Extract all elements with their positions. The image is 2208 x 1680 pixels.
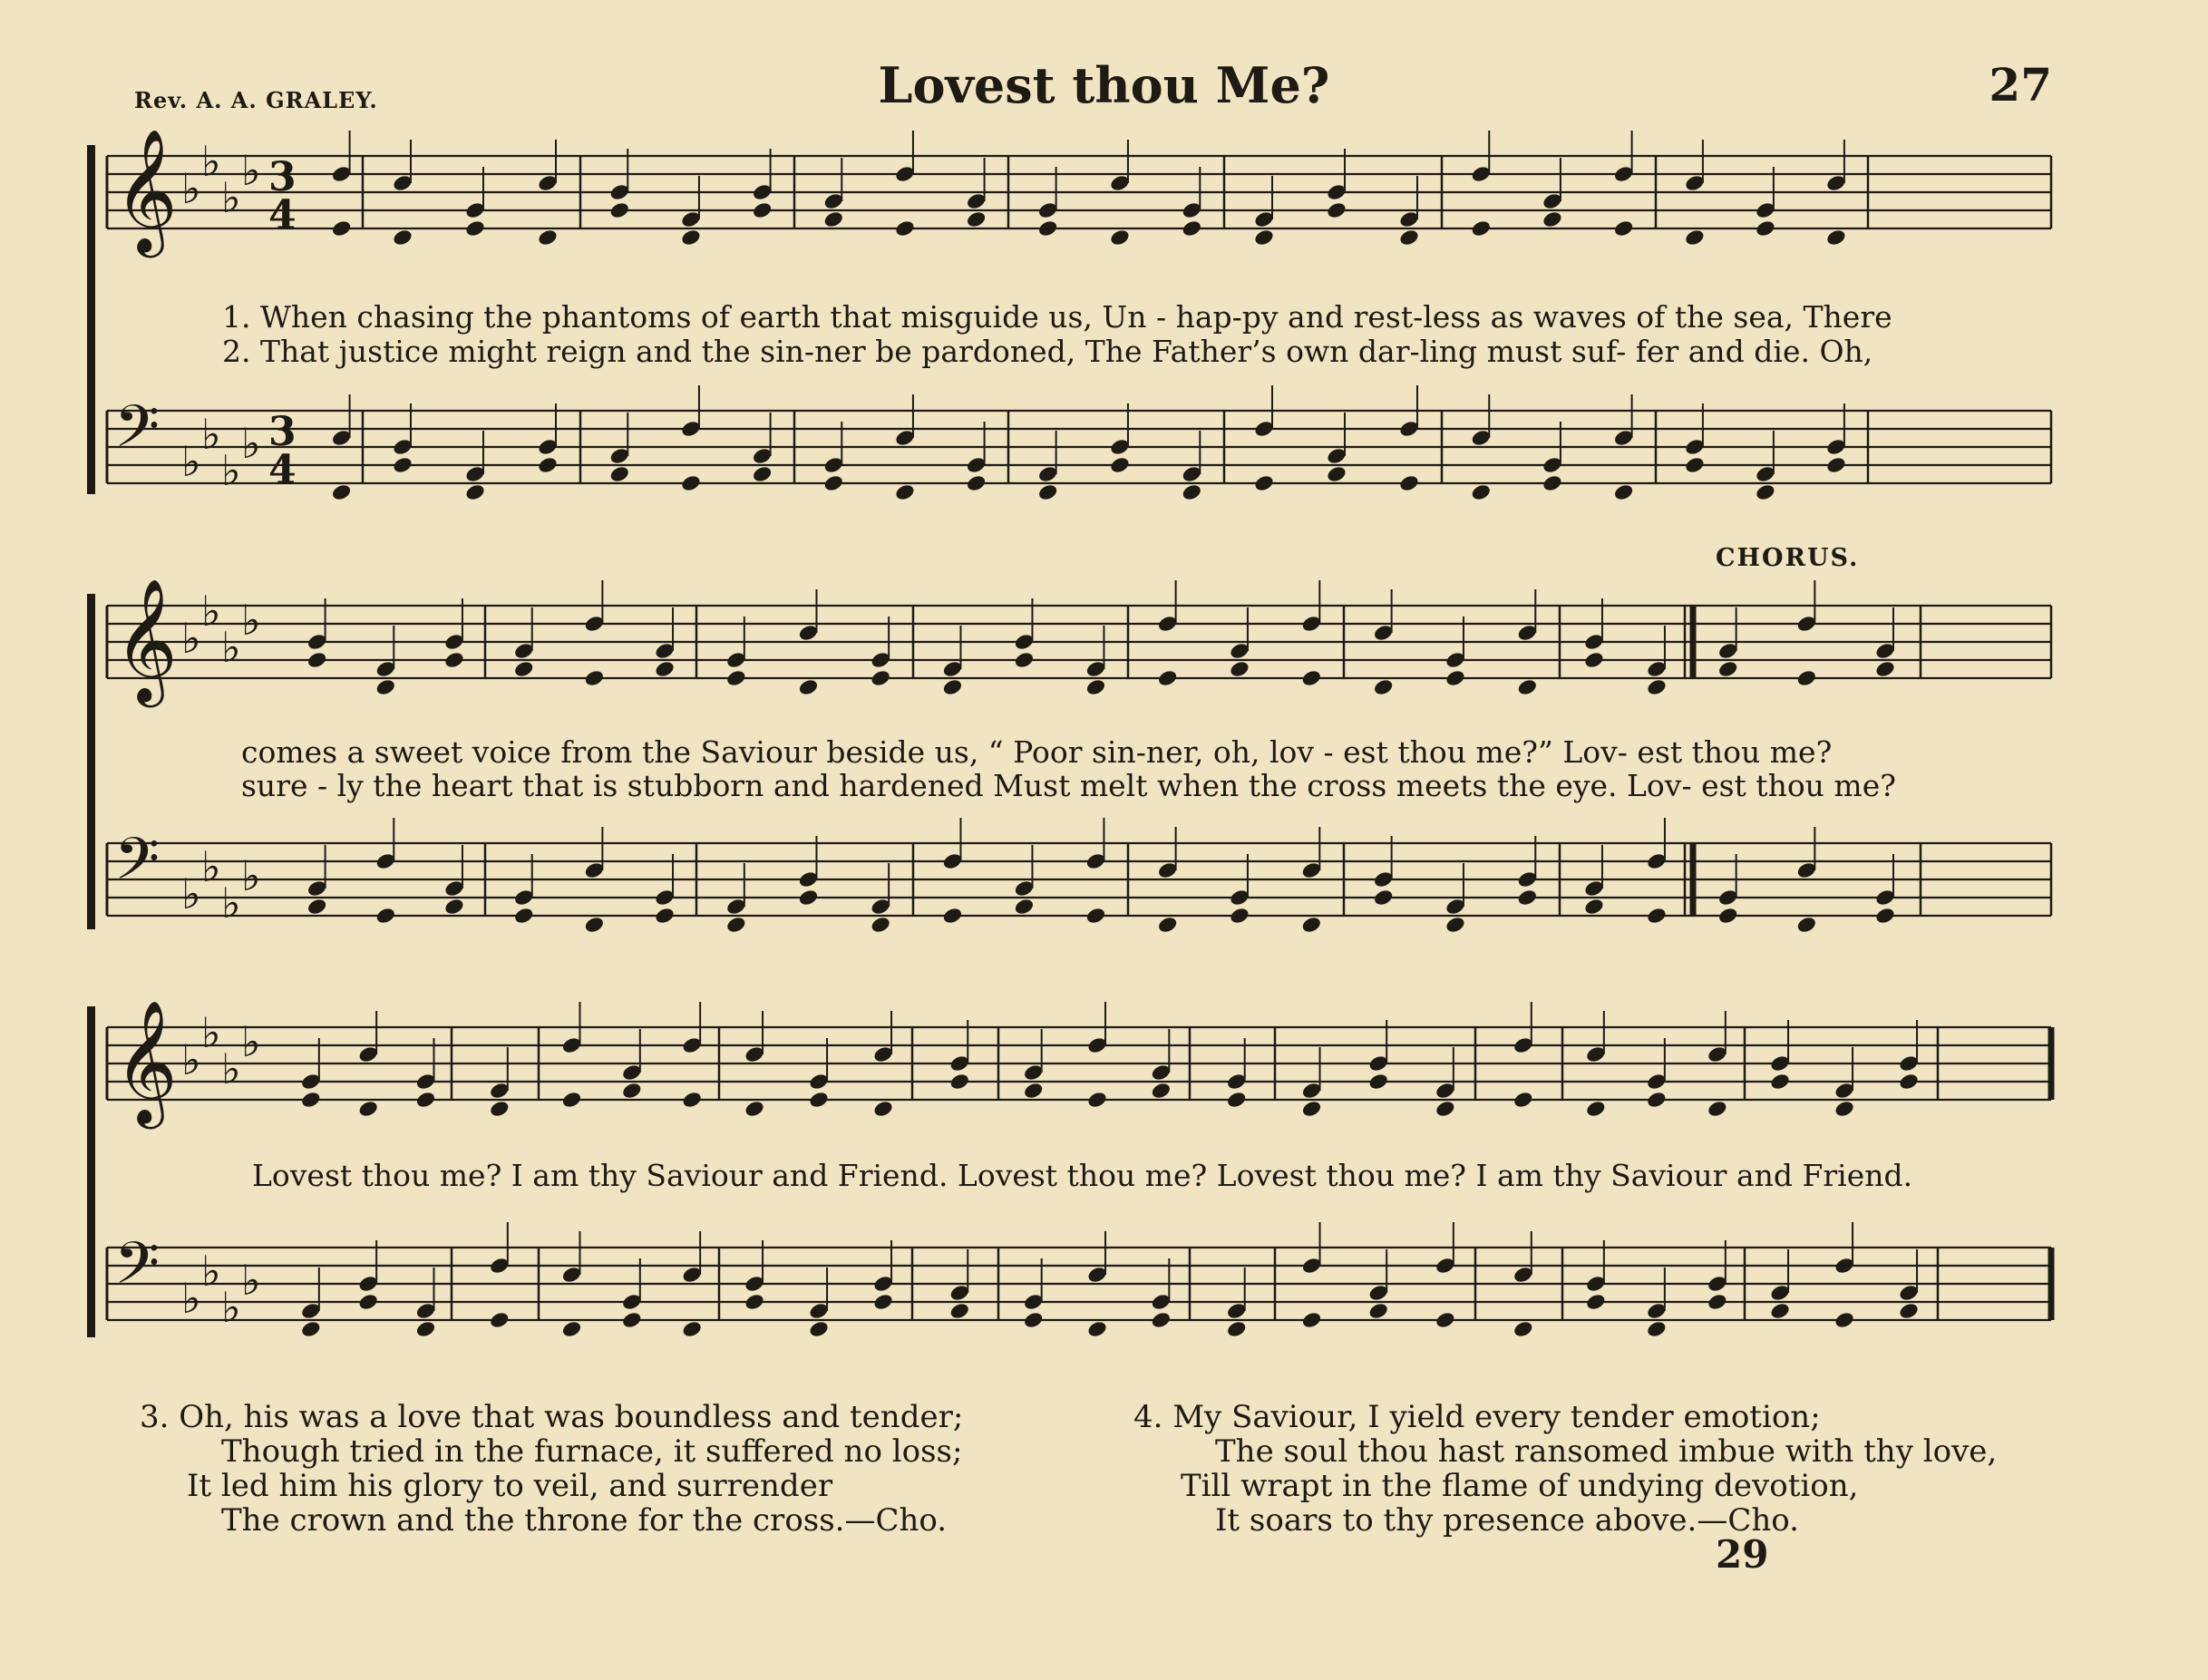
notehead <box>513 906 535 925</box>
notehead <box>1769 1072 1791 1091</box>
notehead <box>1684 228 1706 247</box>
notehead <box>443 897 465 916</box>
page-number: 27 <box>1989 58 2052 112</box>
notehead <box>1898 1301 1920 1320</box>
flat-accidental-icon: ♭ <box>241 851 261 900</box>
bass-clef-icon: 𝄢 <box>114 826 160 908</box>
flat-accidental-icon: ♭ <box>181 869 201 918</box>
notehead <box>1300 1099 1322 1118</box>
flat-accidental-icon: ♭ <box>221 879 241 927</box>
flat-accidental-icon: ♭ <box>201 1008 221 1057</box>
notehead <box>357 1292 379 1311</box>
verse-4-line-1: 4. My Saviour, I yield every tender emotion; <box>1133 1399 1821 1435</box>
notehead <box>894 218 916 238</box>
verse-3-line-1: 3. Oh, his was a love that was boundless and tender; <box>140 1399 964 1435</box>
notehead <box>1707 1292 1728 1311</box>
treble-clef-icon: 𝄞 <box>114 127 178 252</box>
treble-clef-icon: 𝄞 <box>114 577 178 702</box>
notehead <box>1613 482 1635 501</box>
notehead <box>1874 906 1896 925</box>
notehead <box>1229 906 1250 925</box>
notehead <box>1013 897 1035 916</box>
notehead <box>1023 1310 1045 1329</box>
flat-accidental-icon: ♭ <box>241 1256 261 1305</box>
notehead <box>654 906 676 925</box>
flat-accidental-icon: ♭ <box>221 1044 241 1093</box>
notehead <box>744 1292 765 1311</box>
notehead <box>1717 659 1739 678</box>
notehead <box>1150 1310 1172 1329</box>
notehead <box>1023 1081 1045 1100</box>
notehead <box>1755 218 1776 238</box>
notehead <box>1253 473 1275 492</box>
notehead <box>870 915 891 934</box>
flat-accidental-icon: ♭ <box>181 1274 201 1323</box>
notehead <box>725 915 747 934</box>
notehead <box>1157 668 1179 687</box>
notehead <box>464 218 486 238</box>
flat-accidental-icon: ♭ <box>201 842 221 891</box>
notehead <box>752 464 773 483</box>
notehead <box>1470 482 1492 501</box>
notehead <box>1613 218 1635 238</box>
notehead <box>1300 668 1322 687</box>
notehead <box>1583 650 1605 669</box>
notehead <box>1542 473 1563 492</box>
notehead <box>357 1099 379 1118</box>
notehead <box>392 455 413 474</box>
notehead <box>621 1081 643 1100</box>
notehead <box>1229 659 1250 678</box>
flat-accidental-icon: ♭ <box>221 1283 241 1332</box>
notehead <box>464 482 486 501</box>
notehead <box>414 1090 436 1109</box>
notehead <box>1513 1090 1534 1109</box>
notehead <box>1367 1072 1389 1091</box>
notehead <box>1516 677 1538 696</box>
system-3-lyric-line-1: Lovest thou me? I am thy Saviour and Friend. Lovest thou me? Lovest thou me? I am thy Saviour and Friend. <box>252 1158 1913 1193</box>
notehead <box>560 1319 582 1338</box>
notehead <box>1874 659 1896 678</box>
notehead <box>374 906 396 925</box>
flat-accidental-icon: ♭ <box>241 596 261 645</box>
notehead <box>941 677 963 696</box>
system-2-lyric-line-1: comes a sweet voice from the Saviour beside us, “ Poor sin-ner, oh, lov - est thou me?” Lov- est thou me? <box>241 734 1833 770</box>
notehead <box>1898 1072 1920 1091</box>
verse-3-line-2: Though tried in the furnace, it suffered no loss; <box>221 1433 963 1470</box>
notehead <box>1226 1090 1248 1109</box>
notehead <box>306 897 328 916</box>
notehead <box>872 1099 894 1118</box>
verse-3 <box>140 1400 963 1538</box>
notehead <box>608 200 630 219</box>
notehead <box>583 668 605 687</box>
time-signature-bottom: 4 <box>268 192 297 238</box>
notehead <box>894 482 916 501</box>
notehead <box>1707 1099 1728 1118</box>
flat-accidental-icon: ♭ <box>241 419 261 468</box>
notehead <box>1769 1301 1791 1320</box>
notehead <box>870 668 891 687</box>
notehead <box>1684 455 1706 474</box>
notehead <box>872 1292 894 1311</box>
notehead <box>560 1090 582 1109</box>
notehead <box>797 677 819 696</box>
flat-accidental-icon: ♭ <box>181 614 201 663</box>
flat-accidental-icon: ♭ <box>221 446 241 495</box>
verse-4 <box>1133 1400 1997 1538</box>
notehead <box>1646 677 1668 696</box>
notehead <box>948 1301 970 1320</box>
bass-clef-icon: 𝄢 <box>114 393 160 475</box>
notehead <box>1444 668 1466 687</box>
notehead <box>537 228 559 247</box>
verse-3-line-4: The crown and the throne for the cross.—Cho. <box>221 1502 948 1539</box>
notehead <box>1181 218 1202 238</box>
notehead <box>1755 482 1776 501</box>
notehead <box>725 668 747 687</box>
verse-3-line-3: It led him his glory to veil, and surrender <box>187 1468 833 1504</box>
notehead <box>621 1310 643 1329</box>
notehead <box>1795 668 1817 687</box>
notehead <box>1109 228 1131 247</box>
notehead <box>681 1319 703 1338</box>
time-signature-top: 3 <box>268 154 297 200</box>
notehead <box>1435 1310 1456 1329</box>
notehead <box>744 1099 765 1118</box>
notehead <box>948 1072 970 1091</box>
notehead <box>1585 1099 1607 1118</box>
notehead <box>808 1319 830 1338</box>
notehead <box>654 659 676 678</box>
notehead <box>1157 915 1179 934</box>
verse-4-line-2: The soul thou hast ransomed imbue with thy love, <box>1215 1433 1998 1470</box>
notehead <box>1037 482 1059 501</box>
notehead <box>680 228 702 247</box>
flat-accidental-icon: ♭ <box>201 1247 221 1296</box>
notehead <box>822 209 844 228</box>
notehead <box>1367 1301 1389 1320</box>
notehead <box>1825 228 1847 247</box>
time-signature-top: 3 <box>268 409 297 455</box>
notehead <box>808 1090 830 1109</box>
flat-accidental-icon: ♭ <box>181 164 201 213</box>
flat-accidental-icon: ♭ <box>241 146 261 195</box>
notehead <box>489 1099 511 1118</box>
notehead <box>1834 1099 1855 1118</box>
notehead <box>1398 228 1420 247</box>
notehead <box>306 650 328 669</box>
hymn-number: 29 <box>1716 1532 1769 1577</box>
flat-accidental-icon: ♭ <box>181 437 201 486</box>
composer-credit: Rev. A. A. GRALEY. <box>134 87 378 113</box>
notehead <box>1226 1319 1248 1338</box>
notehead <box>608 464 630 483</box>
notehead <box>966 473 987 492</box>
notehead <box>331 482 353 501</box>
notehead <box>1646 906 1668 925</box>
treble-clef-icon: 𝄞 <box>114 998 178 1123</box>
notehead <box>537 455 559 474</box>
notehead <box>1037 218 1059 238</box>
notehead <box>1825 455 1847 474</box>
notehead <box>752 200 773 219</box>
notehead <box>374 677 396 696</box>
flat-accidental-icon: ♭ <box>201 410 221 459</box>
notehead <box>1300 915 1322 934</box>
system-1-lyric-line-1: 1. When chasing the phantoms of earth that misguide us, Un - hap-py and rest-less as waves of the sea, There <box>222 299 1892 335</box>
notehead <box>1085 677 1106 696</box>
notehead <box>1834 1310 1855 1329</box>
notehead <box>1326 200 1347 219</box>
notehead <box>1326 464 1347 483</box>
notehead <box>941 906 963 925</box>
notehead <box>392 228 413 247</box>
flat-accidental-icon: ♭ <box>221 173 241 222</box>
notehead <box>681 1090 703 1109</box>
notehead <box>1373 677 1395 696</box>
notehead <box>1516 888 1538 907</box>
flat-accidental-icon: ♭ <box>181 1035 201 1084</box>
system-2-lyric-line-2: sure - ly the heart that is stubborn and hardened Must melt when the cross meets the eye. Lov- est thou me? <box>241 768 1896 803</box>
notehead <box>489 1310 511 1329</box>
verse-4-line-3: Till wrapt in the flame of undying devotion, <box>1181 1468 1859 1504</box>
notehead <box>300 1090 322 1109</box>
notehead <box>1795 915 1817 934</box>
notehead <box>443 650 465 669</box>
notehead <box>680 473 702 492</box>
notehead <box>1435 1099 1456 1118</box>
notehead <box>1444 915 1466 934</box>
notehead <box>331 218 353 238</box>
notehead <box>1086 1319 1108 1338</box>
notehead <box>1253 228 1275 247</box>
notehead <box>1181 482 1202 501</box>
notehead <box>1300 1310 1322 1329</box>
time-signature-bottom: 4 <box>268 447 297 493</box>
hymn-title: Lovest thou Me? <box>878 56 1330 114</box>
notehead <box>1470 218 1492 238</box>
verse-4-line-4: It soars to thy presence above.—Cho. <box>1215 1502 1799 1539</box>
notehead <box>1646 1319 1668 1338</box>
flat-accidental-icon: ♭ <box>201 137 221 186</box>
notehead <box>1085 906 1106 925</box>
flat-accidental-icon: ♭ <box>201 587 221 636</box>
notehead <box>1373 888 1395 907</box>
notehead <box>300 1319 322 1338</box>
notehead <box>1150 1081 1172 1100</box>
notehead <box>1398 473 1420 492</box>
notehead <box>1542 209 1563 228</box>
notehead <box>1717 906 1739 925</box>
flat-accidental-icon: ♭ <box>221 623 241 672</box>
notehead <box>1646 1090 1668 1109</box>
notehead <box>1583 897 1605 916</box>
notehead <box>966 209 987 228</box>
notehead <box>583 915 605 934</box>
notehead <box>1513 1319 1534 1338</box>
bass-clef-icon: 𝄢 <box>114 1230 160 1312</box>
notehead <box>1109 455 1131 474</box>
system-1-lyric-line-2: 2. That justice might reign and the sin-ner be pardoned, The Father’s own dar-ling must suf- fer and die. Oh, <box>222 334 1873 369</box>
notehead <box>1086 1090 1108 1109</box>
notehead <box>513 659 535 678</box>
notehead <box>822 473 844 492</box>
chorus-label: CHORUS. <box>1716 544 1860 572</box>
notehead <box>797 888 819 907</box>
notehead <box>1585 1292 1607 1311</box>
flat-accidental-icon: ♭ <box>241 1017 261 1066</box>
notehead <box>1013 650 1035 669</box>
notehead <box>414 1319 436 1338</box>
